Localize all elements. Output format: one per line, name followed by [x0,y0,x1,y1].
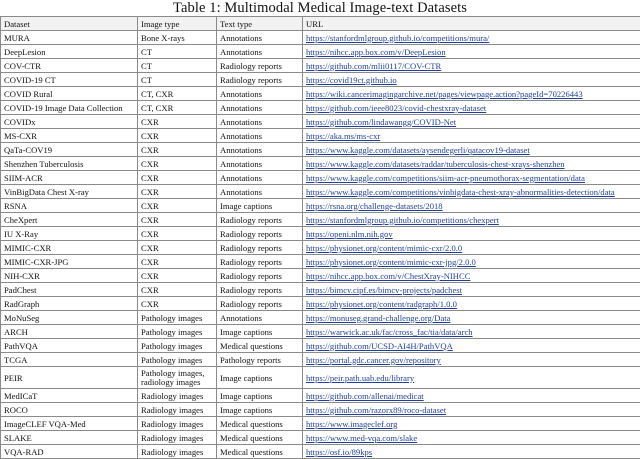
dataset-url-link[interactable]: https://osf.io/89kps [306,447,372,457]
table-row [1,367,640,389]
table-row [1,171,640,185]
image-type-cell: CT, CXR [138,101,217,115]
image-type-cell: CT [138,73,217,87]
image-type-cell: Radiology images [138,417,217,431]
dataset-cell: PEIR [1,367,138,389]
header-image-type: Image type [138,17,217,31]
image-type-cell: CXR [138,185,217,199]
url-cell [303,269,640,283]
url-cell [303,199,640,213]
image-type-cell: CXR [138,171,217,185]
table-row [1,227,640,241]
dataset-cell: SLAKE [1,431,138,445]
dataset-cell: COVID Rural [1,87,138,101]
url-cell [303,143,640,157]
table-row [1,297,640,311]
dataset-cell: COVID-19 Image Data Collection [1,101,138,115]
text-type-cell: Medical questions [217,417,303,431]
dataset-url-link[interactable]: https://github.com/ieee8023/covid-chestxray-dataset [306,103,486,113]
dataset-cell: NIH-CXR [1,269,138,283]
text-type-cell: Annotations [217,129,303,143]
image-type-cell: CXR [138,227,217,241]
url-cell [303,389,640,403]
dataset-url-link[interactable]: https://www.kaggle.com/competitions/vinbigdata-chest-xray-abnormalities-detection/data [306,187,615,197]
dataset-url-link[interactable]: https://github.com/lindawangg/COVID-Net [306,117,456,127]
url-cell [303,339,640,353]
dataset-url-link[interactable]: https://www.med-vqa.com/slake [306,433,417,443]
text-type-cell: Radiology reports [217,255,303,269]
dataset-url-link[interactable]: https://portal.gdc.cancer.gov/repository [306,355,441,365]
header-url: URL [303,17,640,31]
table-row [1,101,640,115]
url-cell [303,241,640,255]
url-cell [303,213,640,227]
text-type-cell: Radiology reports [217,297,303,311]
url-cell [303,227,640,241]
dataset-cell: MIMIC-CXR [1,241,138,255]
text-type-cell: Image captions [217,389,303,403]
image-type-cell: Bone X-rays [138,31,217,45]
url-cell [303,171,640,185]
text-type-cell: Pathology reports [217,353,303,367]
dataset-url-link[interactable]: https://peir.path.uab.edu/library [306,373,414,383]
dataset-cell: VinBigData Chest X-ray [1,185,138,199]
text-type-cell: Radiology reports [217,283,303,297]
table-row [1,143,640,157]
text-type-cell: Annotations [217,171,303,185]
text-type-cell: Image captions [217,325,303,339]
url-cell [303,73,640,87]
url-cell [303,297,640,311]
text-type-cell: Radiology reports [217,59,303,73]
dataset-url-link[interactable]: https://physionet.org/content/mimic-cxr/2.0.0 [306,243,462,253]
image-type-cell: CXR [138,213,217,227]
text-type-cell: Annotations [217,101,303,115]
table-row [1,283,640,297]
table-row [1,417,640,431]
dataset-cell: MoNuSeg [1,311,138,325]
image-type-cell: CXR [138,157,217,171]
text-type-cell: Annotations [217,115,303,129]
dataset-url-link[interactable]: https://www.kaggle.com/datasets/aysendegerli/qatacov19-dataset [306,145,530,155]
url-cell [303,157,640,171]
text-type-cell: Image captions [217,367,303,389]
image-type-cell: Pathology images [138,353,217,367]
table-row [1,445,640,459]
text-type-cell: Radiology reports [217,227,303,241]
text-type-cell: Radiology reports [217,73,303,87]
table-row [1,157,640,171]
image-type-cell: Pathology images, radiology images [138,367,217,389]
table-row [1,403,640,417]
dataset-url-link[interactable]: https://github.com/mlii0117/COV-CTR [306,61,441,71]
image-type-cell: CT [138,45,217,59]
dataset-cell: PadChest [1,283,138,297]
dataset-cell: CheXpert [1,213,138,227]
text-type-cell: Medical questions [217,445,303,459]
image-type-cell: CXR [138,129,217,143]
dataset-url-link[interactable]: https://warwick.ac.uk/fac/cross_fac/tia/data/arch [306,327,473,337]
image-type-cell: CXR [138,269,217,283]
dataset-url-link[interactable]: https://rsna.org/challenge-datasets/2018 [306,201,443,211]
table-row [1,241,640,255]
dataset-cell: MURA [1,31,138,45]
table-row [1,87,640,101]
text-type-cell: Radiology reports [217,241,303,255]
header-text-type: Text type [217,17,303,31]
dataset-cell: SIIM-ACR [1,171,138,185]
url-cell [303,353,640,367]
dataset-cell: RSNA [1,199,138,213]
dataset-cell: QaTa-COV19 [1,143,138,157]
table-row [1,129,640,143]
image-type-cell: CXR [138,115,217,129]
image-type-cell: CXR [138,143,217,157]
url-cell [303,101,640,115]
table-row [1,185,640,199]
text-type-cell: Image captions [217,403,303,417]
dataset-cell: ImageCLEF VQA-Med [1,417,138,431]
table-row [1,73,640,87]
dataset-cell: MS-CXR [1,129,138,143]
url-cell [303,367,640,389]
dataset-url-link[interactable]: https://github.com/allenai/medicat [306,391,424,401]
image-type-cell: Radiology images [138,403,217,417]
image-type-cell: CT [138,59,217,73]
dataset-url-link[interactable]: https://nihcc.app.box.com/v/ChestXray-NIHCC [306,271,470,281]
dataset-cell: TCGA [1,353,138,367]
dataset-url-link[interactable]: https://www.kaggle.com/datasets/raddar/tuberculosis-chest-xrays-shenzhen [306,159,565,169]
dataset-cell: COVIDx [1,115,138,129]
text-type-cell: Medical questions [217,431,303,445]
text-type-cell: Image captions [217,199,303,213]
table-row [1,213,640,227]
dataset-cell: COVID-19 CT [1,73,138,87]
image-type-cell: Radiology images [138,445,217,459]
dataset-url-link[interactable]: https://covid19ct.github.io [306,75,397,85]
table-row [1,255,640,269]
dataset-url-link[interactable]: https://github.com/razorx89/roco-dataset [306,405,446,415]
url-cell [303,417,640,431]
text-type-cell: Annotations [217,185,303,199]
dataset-url-link[interactable]: https://aka.ms/ms-cxr [306,131,380,141]
dataset-url-link[interactable]: https://openi.nlm.nih.gov [306,229,393,239]
dataset-url-link[interactable]: https://www.kaggle.com/competitions/siim-acr-pneumothorax-segmentation/data [306,173,585,183]
url-cell [303,403,640,417]
dataset-url-link[interactable]: https://stanfordmlgroup.github.io/competitions/chexpert [306,215,499,225]
header-row [1,17,640,31]
dataset-cell: COV-CTR [1,59,138,73]
url-cell [303,185,640,199]
table-row [1,45,640,59]
dataset-cell: MedICaT [1,389,138,403]
text-type-cell: Annotations [217,157,303,171]
url-cell [303,311,640,325]
dataset-url-link[interactable]: https://physionet.org/content/radgraph/1.0.0 [306,299,457,309]
url-cell [303,87,640,101]
dataset-url-link[interactable]: https://nihcc.app.box.com/v/DeepLesion [306,47,446,57]
table-row [1,389,640,403]
table-row [1,339,640,353]
dataset-url-link[interactable]: https://monuseg.grand-challenge.org/Data [306,313,450,323]
text-type-cell: Annotations [217,311,303,325]
text-type-cell: Radiology reports [217,269,303,283]
image-type-cell: Pathology images [138,311,217,325]
text-type-cell: Annotations [217,45,303,59]
dataset-cell: ROCO [1,403,138,417]
url-cell [303,115,640,129]
url-cell [303,445,640,459]
url-cell [303,45,640,59]
dataset-url-link[interactable]: https://bimcv.cipf.es/bimcv-projects/padchest [306,285,462,295]
table-row [1,431,640,445]
url-cell [303,59,640,73]
table-row [1,325,640,339]
image-type-cell: CXR [138,241,217,255]
dataset-url-link[interactable]: https://physionet.org/content/mimic-cxr-jpg/2.0.0 [306,257,476,267]
datasets-table [0,16,640,459]
dataset-cell: Shenzhen Tuberculosis [1,157,138,171]
image-type-cell: CXR [138,199,217,213]
image-type-cell: Pathology images [138,325,217,339]
url-cell [303,325,640,339]
url-cell [303,129,640,143]
dataset-cell: PathVQA [1,339,138,353]
text-type-cell: Medical questions [217,339,303,353]
image-type-cell: CT, CXR [138,87,217,101]
dataset-cell: ARCH [1,325,138,339]
table-caption: Table 1: Multimodal Medical Image-text Datasets [0,0,640,16]
image-type-cell: Pathology images [138,339,217,353]
dataset-url-link[interactable]: https://wiki.cancerimagingarchive.net/pages/viewpage.action?pageId=70226443 [306,89,583,99]
dataset-url-link[interactable]: https://www.imageclef.org [306,419,397,429]
table-row [1,269,640,283]
image-type-cell: CXR [138,255,217,269]
url-cell [303,255,640,269]
url-cell [303,31,640,45]
image-type-cell: CXR [138,297,217,311]
dataset-cell: MIMIC-CXR-JPG [1,255,138,269]
dataset-url-link[interactable]: https://github.com/UCSD-AI4H/PathVQA [306,341,453,351]
dataset-cell: VQA-RAD [1,445,138,459]
text-type-cell: Annotations [217,31,303,45]
url-cell [303,283,640,297]
url-cell [303,431,640,445]
text-type-cell: Annotations [217,143,303,157]
table-row [1,353,640,367]
table-row [1,59,640,73]
table-row [1,115,640,129]
image-type-cell: CXR [138,283,217,297]
table-row [1,31,640,45]
dataset-cell: IU X-Ray [1,227,138,241]
text-type-cell: Annotations [217,87,303,101]
dataset-cell: RadGraph [1,297,138,311]
image-type-cell: Radiology images [138,389,217,403]
table-body [1,31,640,459]
dataset-cell: DeepLesion [1,45,138,59]
dataset-url-link[interactable]: https://stanfordmlgroup.github.io/competitions/mura/ [306,33,489,43]
table-row [1,311,640,325]
table-row [1,199,640,213]
header-dataset: Dataset [1,17,138,31]
text-type-cell: Radiology reports [217,213,303,227]
image-type-cell: Radiology images [138,431,217,445]
